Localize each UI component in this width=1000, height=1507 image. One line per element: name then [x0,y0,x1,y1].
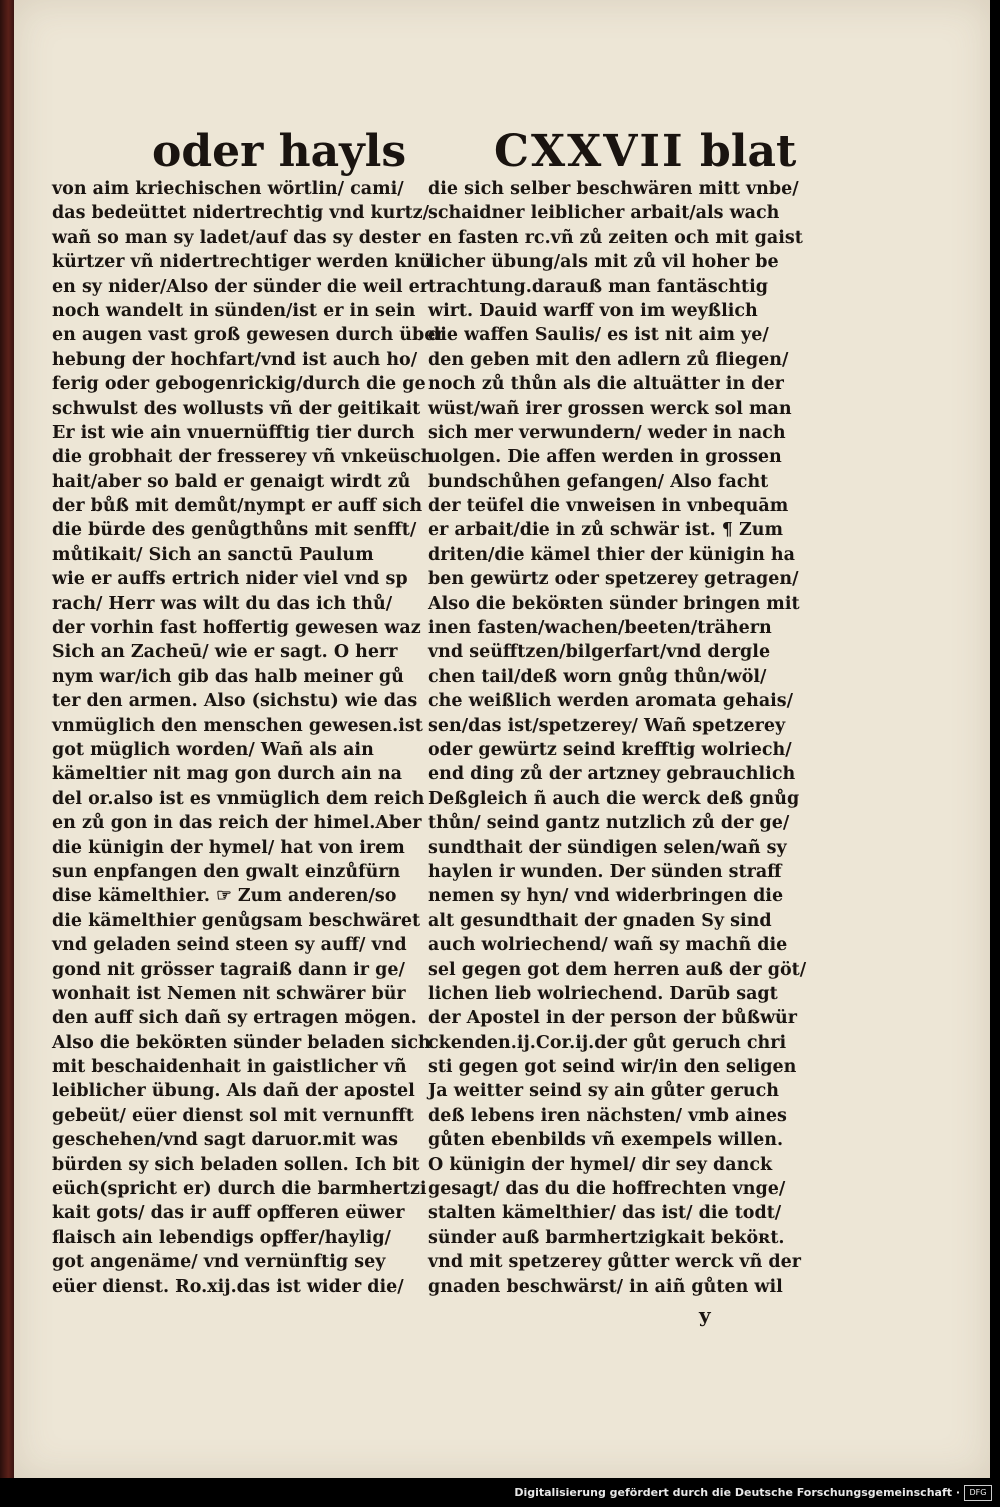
text-line: dise kämelthier. ☞ Zum anderen/so [52,886,397,907]
text-line: inen fasten/wachen/beeten/trähern [428,618,772,639]
text-line: gnaden beschwärst/ in aiñ gůten wil [428,1276,783,1297]
text-line: noch zů thůn als die altuätter in der [428,374,784,395]
text-line: er arbait/die in zů schwär ist. ¶ Zum [428,520,783,541]
left-text-column [52,177,445,1299]
text-line: eüer dienst. Ro.xij.das ist wider die/ [52,1276,404,1297]
text-line: vnd geladen seind steen sy auff/ vnd [52,935,407,956]
text-line: sundthait der sündigen selen/wañ sy [428,837,787,858]
text-line: den geben mit den adlern zů fliegen/ [428,349,789,370]
text-line: mit beschaidenhait in gaistlicher vñ [52,1057,407,1078]
text-line: licher übung/als mit zů vil hoher be [428,252,779,273]
text-line: sünder auß barmhertzigkait beköʀt. [428,1227,785,1248]
book-cover-edge [0,0,14,1478]
text-line: schwulst des wollusts vñ der geitikait [52,398,421,419]
text-line: en fasten rc.vñ zů zeiten och mit gaist [428,227,803,248]
text-line: en augen vast groß gewesen durch über [52,325,445,346]
text-line: die waffen Saulis/ es ist nit aim ye/ [428,325,769,346]
text-line: den auff sich dañ sy ertragen mögen. [52,1008,417,1029]
dfg-logo: DFG [964,1485,992,1501]
digitization-footer [0,1478,1000,1507]
text-line: der Apostel in der person der bůßwür [428,1008,798,1029]
text-line: noch wandelt in sünden/ist er in sein [52,300,416,321]
header-right-text: blat [700,126,797,177]
text-line: del or.also ist es vnmüglich dem reich [52,788,425,809]
text-line: geschehen/vnd sagt daruor.mit was [52,1130,399,1151]
book-page [14,0,990,1478]
text-line: das bedeüttet nidertrechtig vnd kurtz/ [52,203,430,224]
text-line: Also die beköʀten sünder beladen sich [52,1032,431,1053]
text-line: uolgen. Die affen werden in grossen [428,447,782,468]
text-line: kait gots/ das ir auff opfferen eüwer [52,1203,405,1224]
header-left-text: oder hayls [152,126,407,177]
text-line: bundschůhen gefangen/ Also facht [428,471,769,492]
text-line: der vorhin fast hoffertig gewesen waz [52,618,421,639]
text-line: en sy nider/Also der sünder die weil er [52,276,429,297]
text-line: kürtzer vñ nidertrechtiger werden knü [52,252,432,273]
text-line: vnd seüfftzen/bilgerfart/vnd dergle [428,642,771,663]
text-line: gesagt/ das du die hoffrechten vnge/ [428,1179,786,1200]
funding-notice: Digitalisierung gefördert durch die Deutsche Forschungsgemeinschaft · [514,1486,960,1499]
text-line: vnd mit spetzerey gůtter werck vñ der [428,1252,801,1273]
text-line: auch wolriechend/ wañ sy machñ die [428,935,788,956]
text-line: thůn/ seind gantz nutzlich zů der ge/ [428,813,790,834]
text-line: von aim kriechischen wörtlin/ cami/ [52,179,404,199]
text-line: che weißlich werden aromata gehais/ [428,691,794,712]
text-line: nemen sy hyn/ vnd widerbringen die [428,886,784,907]
text-line: end ding zů der artzney gebrauchlich [428,764,796,785]
text-line: O künigin der hymel/ dir sey danck [428,1154,773,1175]
text-line: sen/das ist/spetzerey/ Wañ spetzerey [428,715,786,736]
text-line: Deßgleich ñ auch die werck deß gnůg [428,788,800,809]
text-line: die künigin der hymel/ hat von irem [52,837,405,858]
folio-number: CXXVII [494,126,685,177]
text-line: hebung der hochfart/vnd ist auch ho/ [52,349,418,370]
text-line: trachtung.darauß man fantäschtig [428,276,769,297]
text-line: leiblicher übung. Als dañ der apostel [52,1081,415,1102]
text-line: die kämelthier genůgsam beschwäret [52,910,421,931]
text-line: bürden sy sich beladen sollen. Ich bit [52,1154,420,1175]
text-line: Er ist wie ain vnuernüfftig tier durch [52,422,415,443]
text-line: rach/ Herr was wilt du das ich thů/ [52,593,393,614]
text-line: gůten ebenbilds vñ exempels willen. [428,1130,784,1151]
text-line: deß lebens iren nächsten/ vmb aines [428,1105,787,1126]
text-line: Also die beköʀten sünder bringen mit [428,593,800,614]
text-line: en zů gon in das reich der himel.Aber [52,813,422,834]
running-header [14,128,990,176]
text-line: můtikait/ Sich an sanctū Paulum [52,544,374,565]
text-line: sel gegen got dem herren auß der göt/ [428,959,807,980]
text-line: die sich selber beschwären mitt vnbe/ [428,179,799,199]
text-line: ter den armen. Also (sichstu) wie das [52,691,418,712]
text-line: schaidner leiblicher arbait/als wach [428,203,780,224]
text-line: der bůß mit demůt/nympt er auff sich [52,496,423,517]
text-line: gond nit grösser tagraiß dann ir ge/ [52,959,405,980]
text-line: gebeüt/ eüer dienst sol mit vernunfft [52,1105,414,1126]
text-line: vnmüglich den menschen gewesen.ist [52,715,423,736]
text-line: eüch(spricht er) durch die barmhertzi [52,1179,427,1200]
text-line: stalten kämelthier/ das ist/ die todt/ [428,1203,782,1224]
text-line: ckenden.ij.Cor.ij.der gůt geruch chri [428,1032,787,1053]
signature-mark: y [699,1303,711,1327]
text-line: kämeltier nit mag gon durch ain na [52,764,402,785]
text-line: nym war/ich gib das halb meiner gů [52,666,404,687]
text-line: wañ so man sy ladet/auf das sy dester [52,227,421,248]
text-line: die bürde des genůgthůns mit senfft/ [52,520,417,541]
text-line: chen tail/deß worn gnůg thůn/wöl/ [428,666,767,687]
text-line: alt gesundthait der gnaden Sy sind [428,910,772,931]
text-line: Ja weitter seind sy ain gůter geruch [428,1081,779,1102]
text-line: Sich an Zacheū/ wie er sagt. O herr [52,642,398,663]
text-line: hait/aber so bald er genaigt wirdt zů [52,471,411,492]
text-line: sun enpfangen den gwalt einzůfürn [52,861,401,882]
text-line: flaisch ain lebendigs opffer/haylig/ [52,1227,391,1248]
text-line: die grobhait der fresserey vñ vnkeüsch [52,447,434,468]
text-line: oder gewürtz seind krefftig wolriech/ [428,739,792,760]
text-line: sti gegen got seind wir/in den seligen [428,1057,797,1078]
text-line: haylen ir wunden. Der sünden straff [428,861,782,882]
text-line: lichen lieb wolriechend. Darūb sagt [428,983,778,1004]
text-line: ben gewürtz oder spetzerey getragen/ [428,569,799,590]
text-line: wonhait ist Nemen nit schwärer bür [52,983,406,1004]
text-line: got müglich worden/ Wañ als ain [52,739,374,760]
text-line: wie er auffs ertrich nider viel vnd sp [52,569,408,590]
text-line: ferig oder gebogenrickig/durch die ge [52,374,426,395]
right-text-column [428,177,807,1299]
text-line: der teüfel die vnweisen in vnbequām [428,496,789,517]
text-line: got angenäme/ vnd vernünftig sey [52,1252,386,1273]
text-line: wirt. Dauid warff von im weyßlich [428,300,758,321]
text-line: sich mer verwundern/ weder in nach [428,422,786,443]
text-line: driten/die kämel thier der künigin ha [428,544,795,565]
text-line: wüst/wañ irer grossen werck sol man [428,398,792,419]
